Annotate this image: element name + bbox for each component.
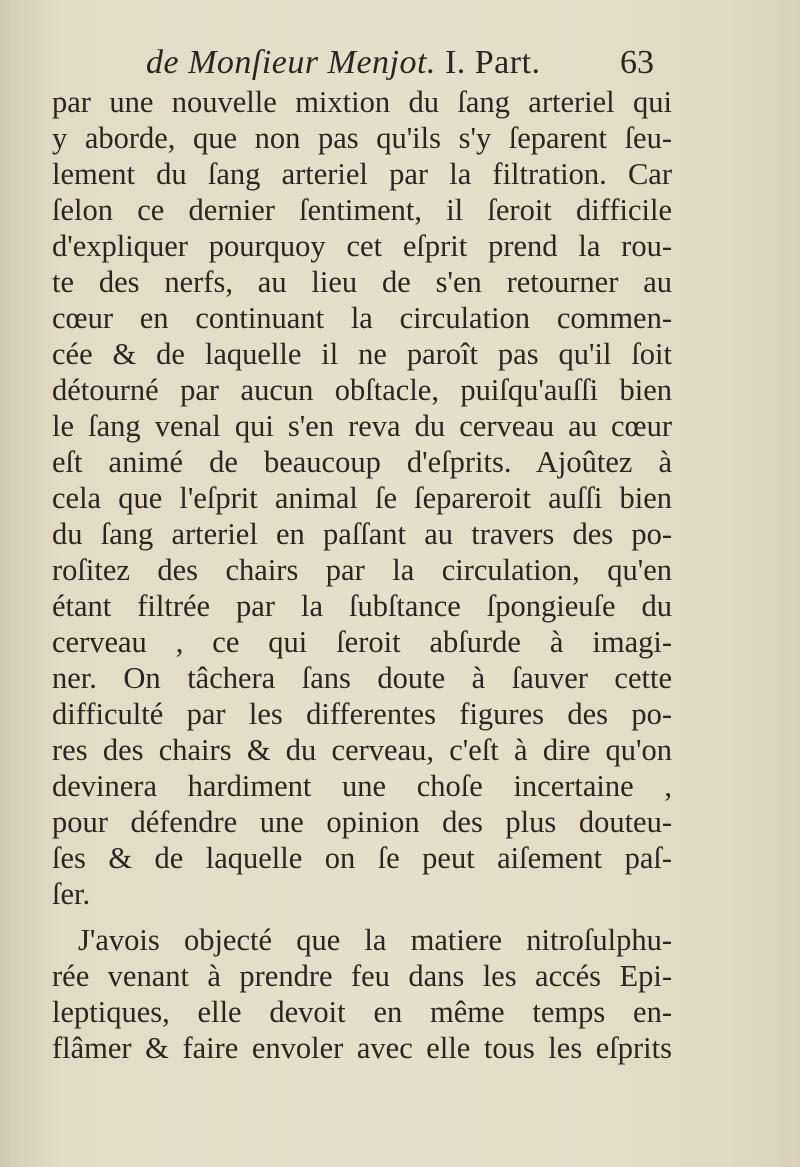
text-line: ſer. [52, 877, 91, 911]
text-line: cée & de laquelle il ne paroît pas qu'il ſoit [52, 337, 672, 371]
text-line: par une nouvelle mixtion du ſang arteriel qui [52, 85, 672, 119]
text-line: détourné par aucun obſtacle, puiſqu'auſſi bien [52, 373, 672, 407]
book-page [14, 0, 800, 1167]
text-line: cerveau , ce qui ſeroit abſurde à imagi- [52, 625, 672, 659]
page-number: 63 [620, 44, 654, 81]
page-edge-shadow [0, 0, 14, 1167]
text-line: ſelon ce dernier ſentiment, il ſeroit difficile [52, 193, 672, 227]
text-line: pour défendre une opinion des plus douteu- [52, 805, 672, 839]
text-line: le ſang venal qui s'en reva du cerveau au cœur [52, 409, 672, 443]
paragraph-2 [52, 922, 672, 1066]
text-line: cela que l'eſprit animal ſe ſepareroit auſſi bien [52, 481, 672, 515]
text-line: étant filtrée par la ſubſtance ſpongieuſe du [52, 589, 672, 623]
text-line: du ſang arteriel en paſſant au travers des po- [52, 517, 672, 551]
running-head-italic: de Monſieur Menjot. [146, 44, 436, 81]
text-line: ner. On tâchera ſans doute à ſauver cette [52, 661, 672, 695]
paragraph-gap [52, 912, 672, 922]
running-head-part: I. Part. [435, 44, 541, 81]
text-line: roſitez des chairs par la circulation, qu'en [52, 553, 672, 587]
text-line: rée venant à prendre feu dans les accés Epi- [52, 959, 672, 993]
text-line: res des chairs & du cerveau, c'eſt à dire qu'on [52, 733, 672, 767]
text-line: leptiques, elle devoit en même temps en- [52, 995, 672, 1029]
text-line: cœur en continuant la circulation commen- [52, 301, 672, 335]
body-text [52, 84, 672, 1066]
text-line: eſt animé de beaucoup d'eſprits. Ajoûtez à [52, 445, 672, 479]
text-line: devinera hardiment une choſe incertaine , [52, 769, 672, 803]
text-line: difficulté par les differentes figures des po- [52, 697, 672, 731]
text-line: te des nerfs, au lieu de s'en retourner au [52, 265, 672, 299]
text-line: y aborde, que non pas qu'ils s'y ſeparent ſeu- [52, 121, 672, 155]
text-line: d'expliquer pourquoy cet eſprit prend la rou- [52, 229, 672, 263]
paragraph-1 [52, 84, 672, 912]
text-line: lement du ſang arteriel par la filtration. Car [52, 157, 672, 191]
text-line: J'avois objecté que la matiere nitroſulphu- [78, 923, 672, 957]
running-head [146, 44, 541, 82]
text-line: flâmer & faire envoler avec elle tous les eſprits [52, 1031, 672, 1065]
text-line: ſes & de laquelle on ſe peut aiſement paſ- [52, 841, 672, 875]
